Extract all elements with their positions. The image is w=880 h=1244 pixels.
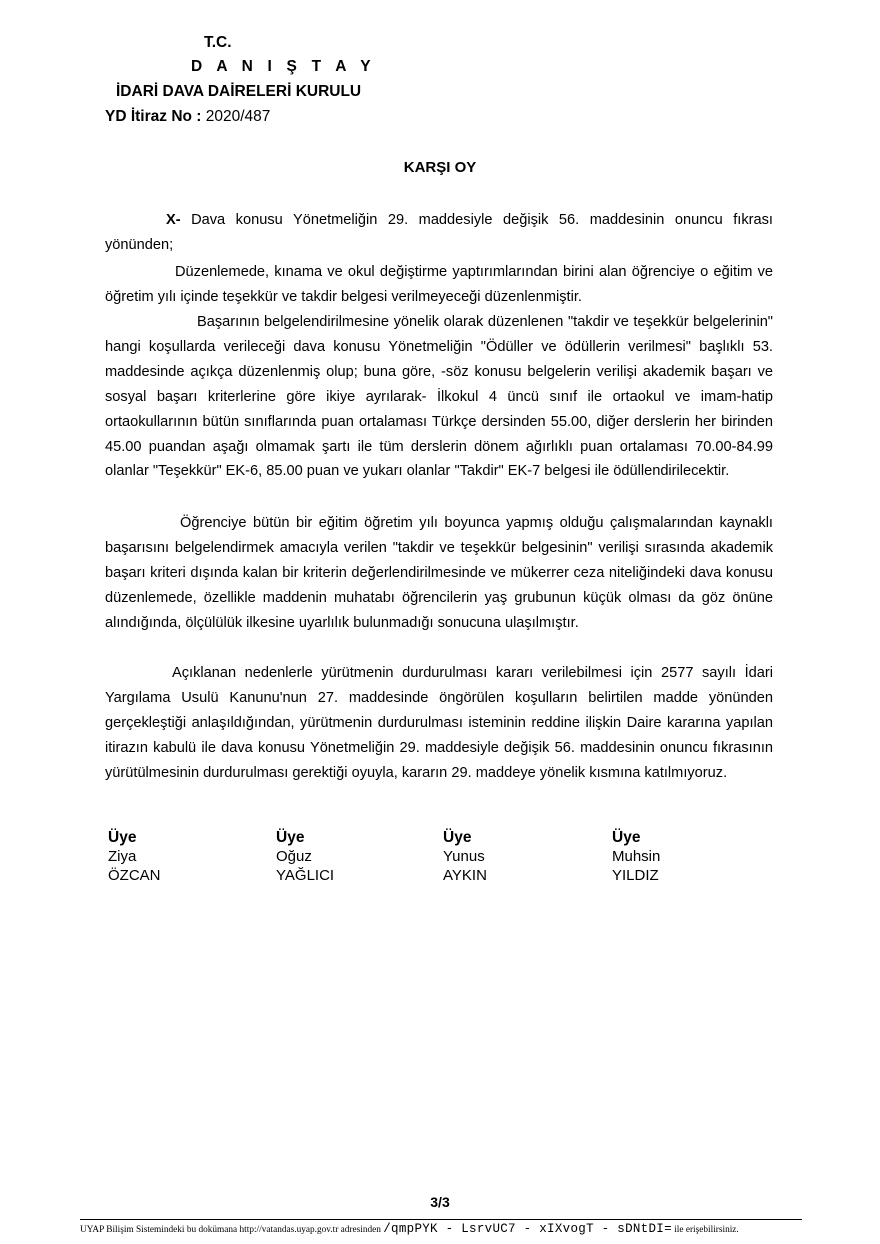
signature-block (612, 828, 660, 885)
signature-block (276, 828, 334, 885)
header-board-name: İDARİ DAVA DAİRELERİ KURULU (116, 83, 362, 100)
paragraph-2 (105, 260, 773, 310)
file-number-label: YD İtiraz No : (105, 108, 202, 125)
footer (80, 1222, 810, 1236)
signature-block (108, 828, 161, 885)
paragraph-1-lead: X- (166, 212, 181, 228)
signature-role: Üye (108, 829, 137, 846)
paragraph-1-text: Dava konusu Yönetmeliğin 29. maddesiyle değişik 56. maddesinin onuncu fıkrası yönünden; (105, 212, 773, 253)
signature-first-name: Ziya (108, 848, 137, 865)
header-tc: T.C. (204, 34, 232, 51)
paragraph-1 (105, 208, 773, 258)
signature-role: Üye (443, 829, 472, 846)
signature-first-name: Muhsin (612, 848, 661, 865)
signature-first-name: Oğuz (276, 848, 312, 865)
paragraph-2-text: Düzenlemede, kınama ve okul değiştirme yaptırımlarından birini alan öğrenciye o eğitim ve öğretim yılı içinde teşekkür ve takdir belgesi verilmeyeceği düzenlenmiştir. (105, 264, 773, 305)
signature-role: Üye (276, 829, 305, 846)
paragraph-3-text: Başarının belgelendirilmesine yönelik olarak düzenlenen "takdir ve teşekkür belgelerinin" hangi koşullarda verileceği dava konusu Yönetmeliğin "Ödüller ve ödüllerin verilmesi" başlıklı 53. maddesinde açıkça düzenlenmiş olup; buna göre, -söz konusu belgelerin verilişi akademik başarı ve sosyal başarı kriterlerine göre ikiye ayrılarak- İlkokul 4 üncü sınıf ile ortaokul ve imam-hatip ortaokullarının bütün sınıflarında puan ortalaması Türkçe dersinden 55.00, diğer derslerin her birinden 45.00 puandan aşağı olmamak şartı ile tüm derslerin dönem ağırlıklı puan ortalaması 70.00-84.99 olanlar "Teşekkür" EK-6, 85.00 puan ve yukarı olanlar "Takdir" EK-7 belgesi ile ödüllendirilecektir. (105, 314, 773, 480)
signature-first-name: Yunus (443, 848, 485, 865)
header-court-name: D A N I Ş T A Y (191, 58, 376, 75)
signature-last-name: YILDIZ (612, 867, 659, 884)
file-number-value: 2020/487 (201, 108, 271, 125)
paragraph-4-text: Öğrenciye bütün bir eğitim öğretim yılı boyunca yapmış olduğu çalışmalarından kaynaklı başarısını belgelendirmek amacıyla verilen "takdir ve teşekkür belgesinin" verilişi sırasında akademik başarı kriteri dışında kalan bir kriterin değerlendirilmesinde ve mükerrer ceza niteliğindeki dava konusu düzenlemede, özellikle maddenin muhatabı öğrencilerin yaş grubunun küçük olması da göz önüne alındığında, ölçülülük ilkesine uyarlılık bulunmadığı sonucuna ulaşılmıştır. (105, 515, 773, 631)
signature-role: Üye (612, 829, 641, 846)
footer-prefix: UYAP Bilişim Sistemindeki bu dokümana http://vatandas.uyap.gov.tr adresinden (80, 1225, 384, 1235)
header-file-number (105, 108, 270, 126)
paragraph-5 (105, 661, 773, 786)
signature-last-name: ÖZCAN (108, 867, 161, 884)
footer-verification-code: /qmpPYK - LsrvUC7 - xIXvogT - sDNtDI= (383, 1222, 672, 1236)
footer-suffix: ile erişebilirsiniz. (671, 1225, 739, 1235)
paragraph-3 (105, 310, 773, 484)
document-title: KARŞI OY (403, 159, 477, 176)
page-number: 3/3 (430, 1194, 450, 1210)
signature-block (443, 828, 487, 885)
paragraph-5-text: Açıklanan nedenlerle yürütmenin durdurulması kararı verilebilmesi için 2577 sayılı İdari Yargılama Usulü Kanunu'nun 27. maddesinde öngörülen koşulların belirtilen madde yönünden gerçekleştiği anlaşıldığından, yürütmenin durdurulması isteminin reddine ilişkin Daire kararına yapılan itirazın kabulü ile dava konusu Yönetmeliğin 29. maddesiyle değişik 56. maddesinin onuncu fıkrasının yürütülmesinin durdurulması gerektiği oyuyla, kararın 29. maddeye yönelik kısmına katılmıyoruz. (105, 665, 773, 781)
signature-last-name: YAĞLICI (276, 867, 335, 884)
footer-divider (80, 1219, 802, 1220)
signature-last-name: AYKIN (443, 867, 487, 884)
paragraph-4 (105, 511, 773, 636)
